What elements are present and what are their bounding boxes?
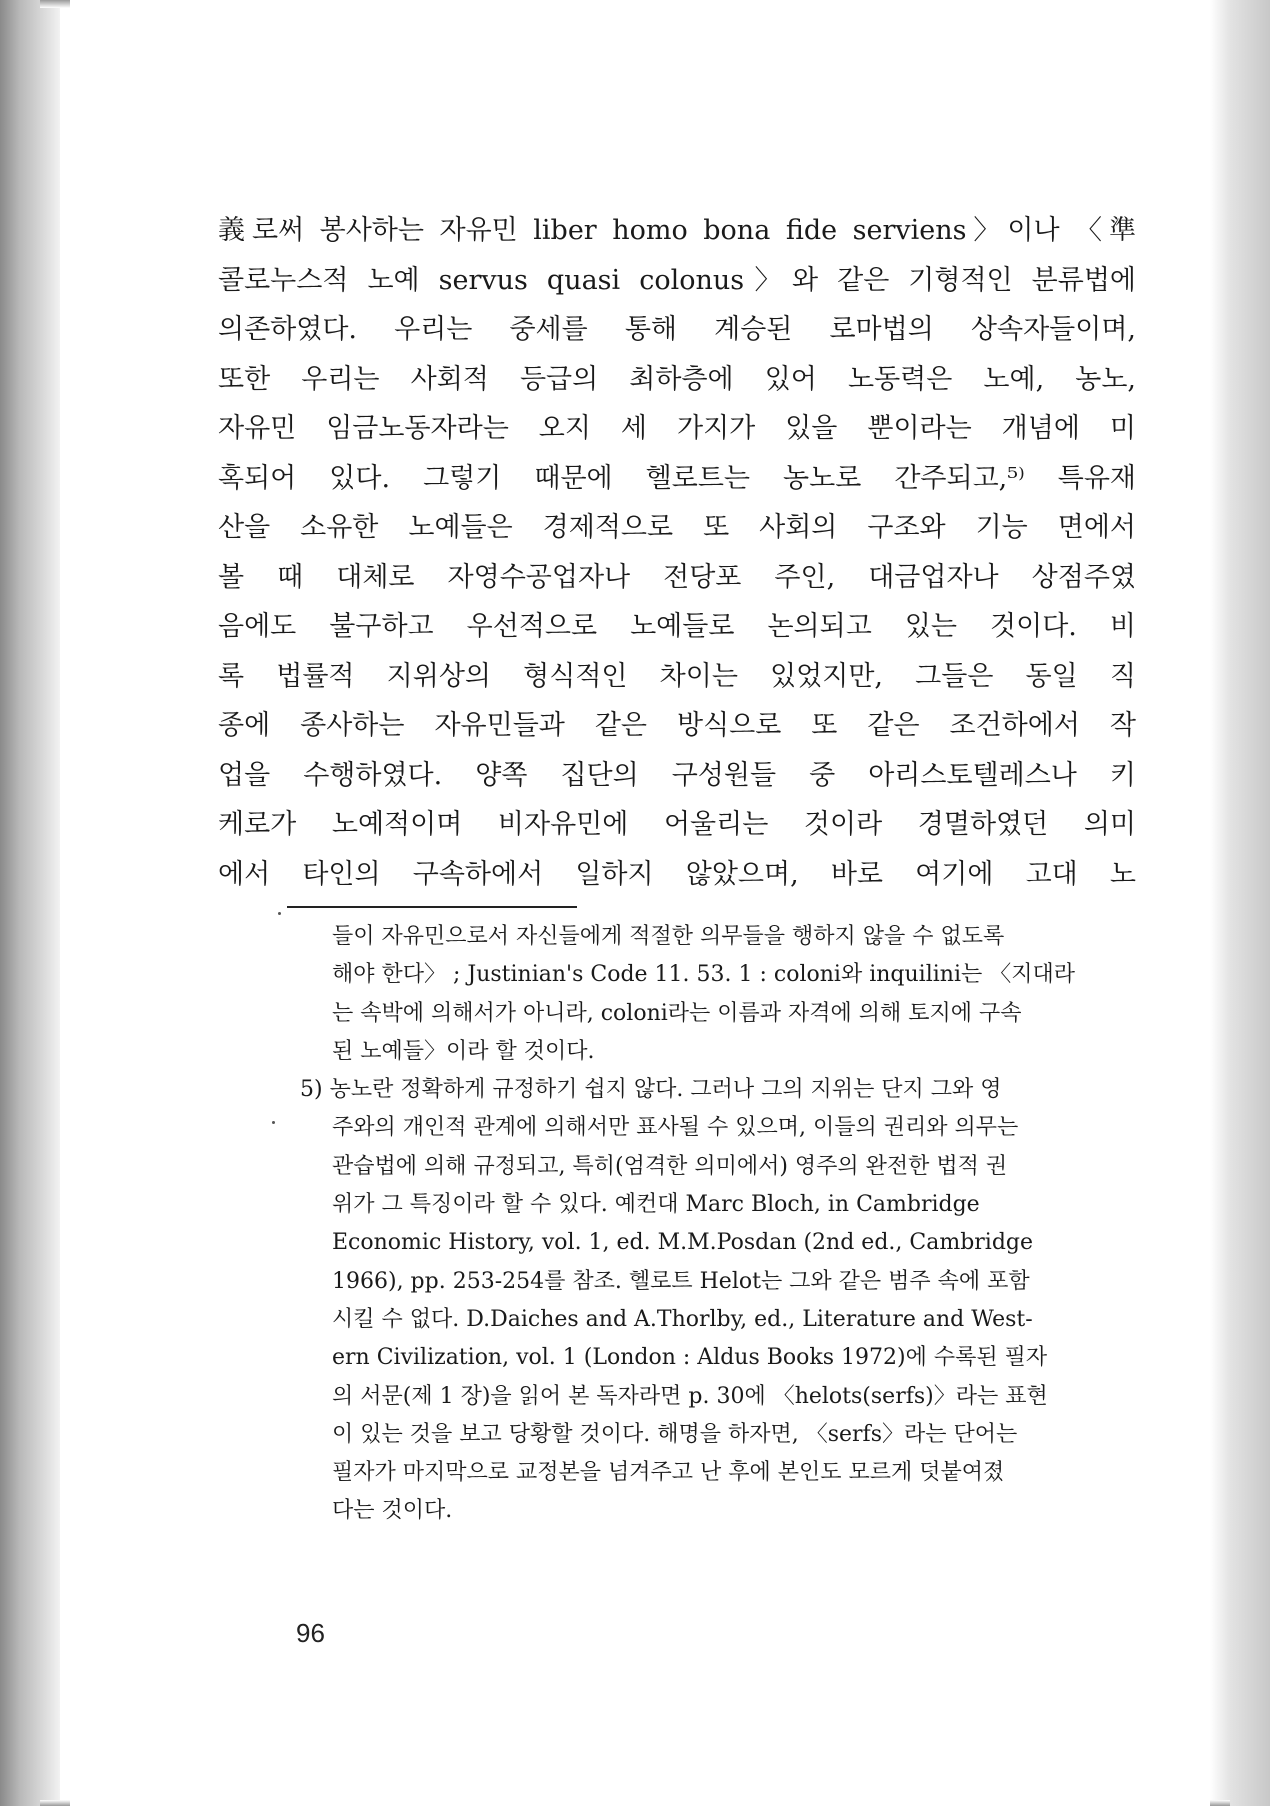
footnote-line: 주와의 개인적 관계에 의해서만 표사될 수 있으며, 이들의 권리와 의무는 — [332, 1115, 1019, 1141]
footnotes — [300, 918, 1136, 1531]
body-line: 종에 종사하는 자유민들과 같은 방식으로 또 같은 조건하에서 작 — [218, 710, 1136, 741]
body-line: 義로써 봉사하는 자유민 liber homo bona fide serviens〉이나 〈準 — [218, 215, 1136, 246]
body-line: 음에도 불구하고 우선적으로 노예들로 논의되고 있는 것이다. 비 — [218, 611, 1136, 642]
footnote-line: Economic History, vol. 1, ed. M.M.Posdan (2nd ed., Cambridge — [332, 1230, 1034, 1256]
body-line: 케로가 노예적이며 비자유민에 어울리는 것이라 경멸하였던 의미 — [218, 809, 1136, 840]
body-line: 혹되어 있다. 그렇기 때문에 헬로트는 농노로 간주되고,⁵⁾ 특유재 — [218, 462, 1136, 494]
footnote-line: 된 노예들〉이라 할 것이다. — [332, 1038, 595, 1064]
footnote-5 — [300, 1071, 1136, 1531]
footnote-line: 관습법에 의해 규정되고, 특히(엄격한 의미에서) 영주의 완전한 법적 권 — [332, 1153, 1008, 1179]
body-line: 또한 우리는 사회적 등급의 최하층에 있어 노동력은 노예, 농노, — [218, 363, 1136, 395]
footnote-line: 시킬 수 없다. D.Daiches and A.Thorlby, ed., Literature and West- — [332, 1306, 1033, 1332]
body-line: 업을 수행하였다. 양쪽 집단의 구성원들 중 아리스토텔레스나 키 — [218, 759, 1136, 791]
footnote-line: 해야 한다〉 ; Justinian's Code 11. 53. 1 : coloni와 inquilini는 〈지대라 — [332, 962, 1075, 988]
footnote-line: 위가 그 특징이라 할 수 있다. 예컨대 Marc Bloch, in Cambridge — [332, 1192, 980, 1218]
page-right-edge — [1210, 0, 1270, 1806]
footnote-line: 는 속박에 의해서가 아니라, coloni라는 이름과 자격에 의해 토지에 구속 — [332, 1000, 1022, 1026]
body-line: 자유민 임금노동자라는 오지 세 가지가 있을 뿐이라는 개념에 미 — [218, 413, 1136, 444]
page-number: 96 — [296, 1618, 325, 1648]
footnote-line: ern Civilization, vol. 1 (London : Aldus Books 1972)에 수록된 필자 — [332, 1345, 1048, 1371]
body-line: 콜로누스적 노예 servus quasi colonus〉와 같은 기형적인 분류법에 — [218, 264, 1136, 296]
footnote-continuation — [332, 918, 1136, 1071]
footnote-line: 들이 자유민으로서 자신들에게 적절한 의무들을 행하지 않을 수 없도록 — [332, 924, 1005, 949]
footnote-line: 1966), pp. 253-254를 참조. 헬로트 Helot는 그와 같은 범주 속에 포함 — [332, 1268, 1030, 1294]
footnote-line: 필자가 마지막으로 교정본을 넘겨주고 난 후에 본인도 모르게 덧붙여졌 — [332, 1460, 1005, 1486]
body-text — [218, 206, 1136, 899]
footnote-line: 5) 농노란 정확하게 규정하기 쉽지 않다. 그러나 그의 지위는 단지 그와 영 — [300, 1077, 1002, 1103]
footnote-line: 의 서문(제 1 장)을 읽어 본 독자라면 p. 30에 〈helots(serfs)〉라는 표현 — [332, 1383, 1048, 1409]
body-line: 의존하였다. 우리는 중세를 통해 계승된 로마법의 상속자들이며, — [218, 314, 1136, 345]
scan-speck — [272, 1121, 275, 1124]
footnote-divider — [287, 906, 577, 908]
footnote-line: 이 있는 것을 보고 당황할 것이다. 해명을 하자면, 〈serfs〉라는 단어는 — [332, 1421, 1018, 1447]
body-line: 볼 때 대체로 자영수공업자나 전당포 주인, 대금업자나 상점주였 — [218, 561, 1136, 593]
scan-speck — [278, 912, 281, 915]
footnote-line: 다는 것이다. — [332, 1498, 453, 1524]
body-line: 에서 타인의 구속하에서 일하지 않았으며, 바로 여기에 고대 노 — [218, 858, 1136, 890]
body-line: 산을 소유한 노예들은 경제적으로 또 사회의 구조와 기능 면에서 — [218, 512, 1136, 543]
body-line: 록 법률적 지위상의 형식적인 차이는 있었지만, 그들은 동일 직 — [218, 660, 1136, 692]
page-shadow-left — [0, 0, 60, 1806]
